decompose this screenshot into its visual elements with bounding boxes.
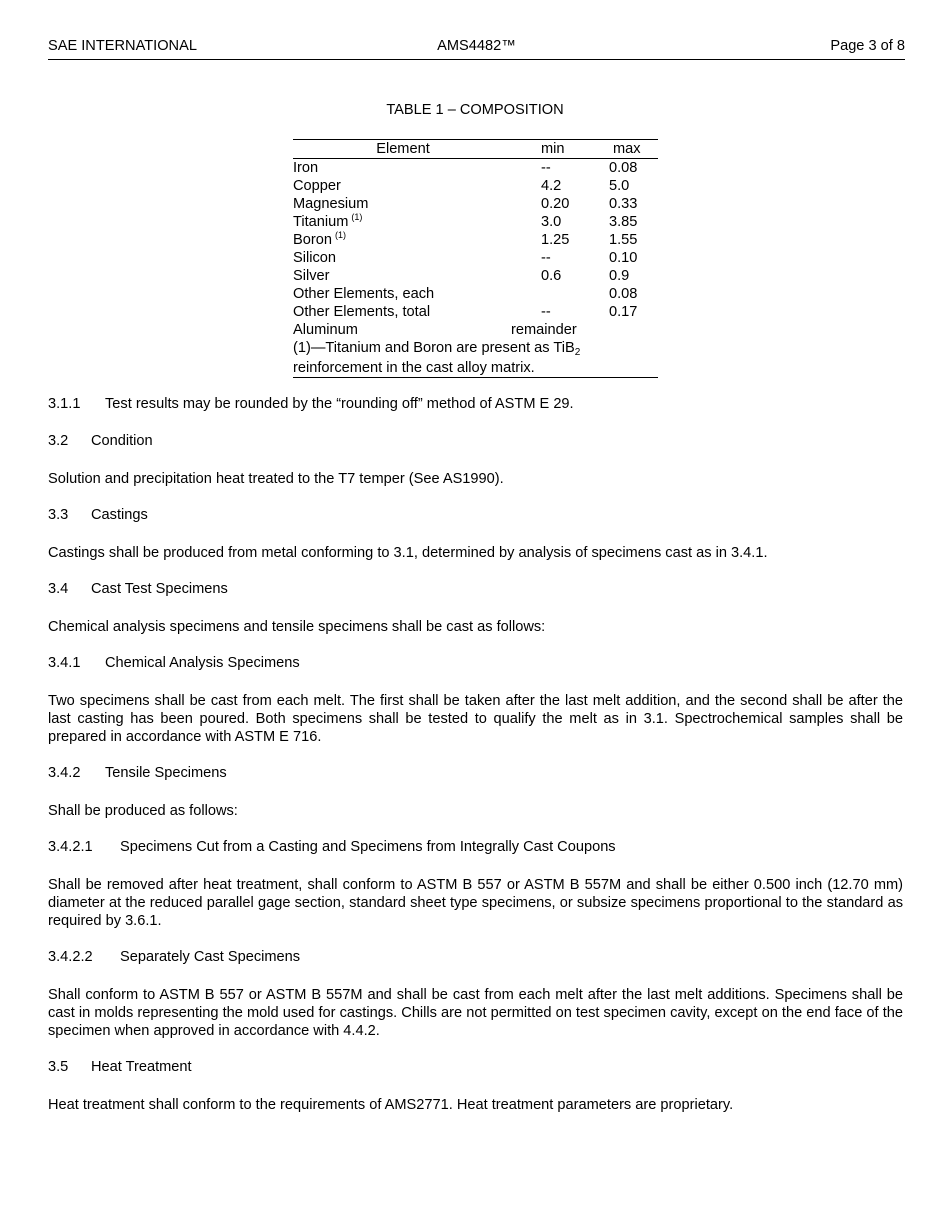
cell-max: 0.08 (609, 286, 638, 302)
section-number: 3.4.2.2 (48, 949, 93, 965)
page-header (48, 38, 905, 60)
section-heading (48, 507, 903, 523)
section-title: Heat Treatment (91, 1059, 192, 1075)
section-heading (48, 765, 903, 781)
section-heading (48, 949, 903, 965)
page-number: Page 3 of 8 (830, 38, 905, 54)
paragraph (48, 544, 903, 562)
section-heading (48, 396, 903, 412)
cell-element (293, 285, 434, 303)
paragraph (48, 802, 903, 820)
cell-max: 0.33 (609, 196, 638, 212)
paragraph-text: Shall be removed after heat treatment, shall conform to ASTM B 557 or ASTM B 557M and shall be either 0.500 inch (12.70 mm) diameter at the reduced parallel gage section, standard sheet type specimens, or subsize specimens proportional to the standard as required by 3.6.1. (48, 877, 903, 929)
paragraph (48, 1096, 903, 1114)
paragraph (48, 986, 903, 1040)
element-name: Titanium (293, 214, 349, 230)
paragraph (48, 470, 903, 488)
table-footnote (293, 339, 658, 377)
element-name: Silicon (293, 250, 336, 266)
section-number: 3.1.1 (48, 396, 81, 412)
table-row (293, 231, 658, 249)
paragraph-text: Heat treatment shall conform to the requirements of AMS2771. Heat treatment parameters are proprietary. (48, 1097, 734, 1113)
section-heading (48, 655, 903, 671)
footnote-text: (1)—Titanium and Boron are present as TiB (293, 340, 575, 356)
column-header-max: max (613, 141, 641, 157)
cell-max: 0.9 (609, 268, 630, 284)
section-title: Test results may be rounded by the “rounding off” method of ASTM E 29. (105, 396, 574, 412)
cell-element (293, 213, 362, 232)
section-number: 3.4.2 (48, 765, 81, 781)
cell-element (293, 231, 346, 250)
section-number: 3.4.2.1 (48, 839, 93, 855)
section-number: 3.2 (48, 433, 69, 449)
cell-element (293, 159, 318, 177)
paragraph-text: Shall be produced as follows: (48, 803, 238, 819)
section-title: Castings (91, 507, 148, 523)
publisher-name: SAE INTERNATIONAL (48, 38, 197, 54)
cell-element (293, 267, 330, 285)
element-name: Other Elements, each (293, 286, 435, 302)
table-row (293, 177, 658, 195)
element-name: Boron (293, 232, 332, 248)
cell-min: 0.6 (541, 268, 562, 284)
cell-max: 5.0 (609, 178, 630, 194)
section-heading (48, 581, 903, 597)
paragraph-text: Castings shall be produced from metal conforming to 3.1, determined by analysis of specimens cast as in 3.4.1. (48, 545, 768, 561)
section-number: 3.4.1 (48, 655, 81, 671)
cell-max: 3.85 (609, 214, 638, 230)
section-title: Tensile Specimens (105, 765, 227, 781)
cell-element (293, 195, 368, 213)
element-name: Other Elements, total (293, 304, 431, 320)
table-title: TABLE 1 – COMPOSITION (386, 102, 564, 118)
cell-min: -- (541, 250, 551, 266)
element-name: Magnesium (293, 196, 369, 212)
section-heading (48, 839, 903, 855)
table-row (293, 195, 658, 213)
column-header-min: min (541, 141, 565, 157)
footnote-marker: (1) (351, 212, 363, 222)
paragraph-text: Shall conform to ASTM B 557 or ASTM B 557M and shall be cast from each melt after the last melt additions. Specimens shall be cast in molds representing the mold used for castings. Chills are not permitted on test specimen cavity, except on the end face of the specimen when approved in accordance with 4.4.2. (48, 987, 903, 1039)
section-title: Separately Cast Specimens (120, 949, 301, 965)
cell-element: Aluminum (293, 322, 358, 338)
composition-table (293, 139, 658, 378)
column-header-element: Element (376, 141, 430, 157)
table-header-row (293, 140, 658, 159)
section-heading (48, 433, 903, 449)
paragraph (48, 692, 903, 746)
paragraph (48, 618, 903, 636)
cell-element (293, 249, 336, 267)
footnote-subscript: 2 (574, 347, 581, 358)
cell-min: 4.2 (541, 178, 562, 194)
section-number: 3.3 (48, 507, 69, 523)
cell-max: 0.17 (609, 304, 638, 320)
cell-remainder: remainder (511, 322, 577, 338)
cell-min: 1.25 (541, 232, 570, 248)
cell-min: 3.0 (541, 214, 562, 230)
section-title: Cast Test Specimens (91, 581, 228, 597)
section-heading (48, 1059, 903, 1075)
table-body (293, 159, 658, 321)
cell-element (293, 303, 430, 321)
footnote-text-2: reinforcement in the cast alloy matrix. (293, 360, 535, 376)
table-row (293, 267, 658, 285)
paragraph-text: Solution and precipitation heat treated to the T7 temper (See AS1990). (48, 471, 504, 487)
paragraph-text: Two specimens shall be cast from each melt. The first shall be taken after the last melt addition, and the second shall be after the last casting has been poured. Both specimens shall be tested to qualify the melt as in 3.1. Spectrochemical samples shall be prepared in accordance with ASTM E 716. (48, 693, 903, 745)
section-title: Condition (91, 433, 153, 449)
table-row (293, 213, 658, 231)
cell-min: -- (541, 304, 551, 320)
cell-max: 0.08 (609, 160, 638, 176)
cell-max: 1.55 (609, 232, 638, 248)
element-name: Silver (293, 268, 330, 284)
section-title: Chemical Analysis Specimens (105, 655, 300, 671)
cell-max: 0.10 (609, 250, 638, 266)
element-name: Iron (293, 160, 319, 176)
footnote-marker: (1) (334, 230, 346, 240)
paragraph (48, 876, 903, 930)
section-number: 3.4 (48, 581, 69, 597)
cell-element (293, 177, 341, 195)
table-row (293, 249, 658, 267)
section-number: 3.5 (48, 1059, 69, 1075)
table-row-aluminum (293, 321, 658, 339)
table-row (293, 285, 658, 303)
element-name: Copper (293, 178, 341, 194)
section-title: Specimens Cut from a Casting and Specimens from Integrally Cast Coupons (120, 839, 616, 855)
cell-min: -- (541, 160, 551, 176)
cell-min: 0.20 (541, 196, 570, 212)
table-row (293, 303, 658, 321)
paragraph-text: Chemical analysis specimens and tensile specimens shall be cast as follows: (48, 619, 546, 635)
table-row (293, 159, 658, 177)
document-number: AMS4482™ (437, 38, 516, 54)
